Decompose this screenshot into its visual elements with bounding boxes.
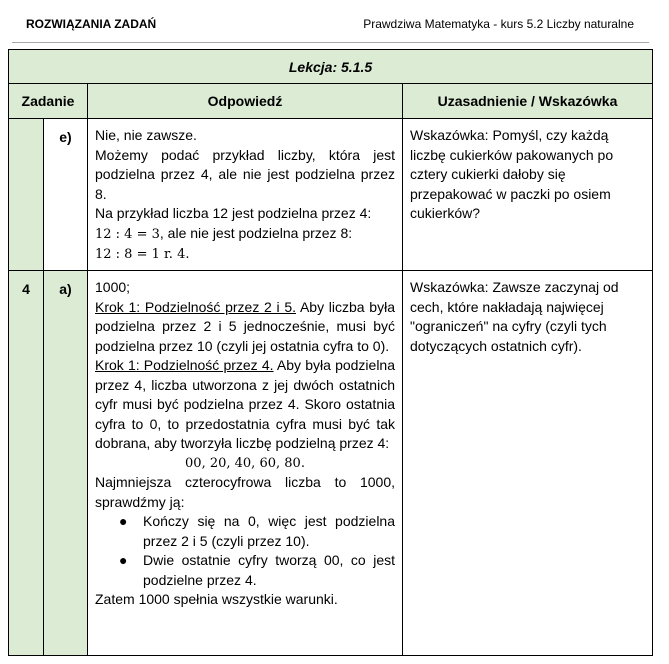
- list-item-text: Kończy się na 0, więc jest podzielna przez 2 i 5 (czyli przez 10).: [143, 513, 395, 549]
- step-text: Aby była podzielna przez 4, liczba utworzona z jej dwóch ostatnich cyfr musi być podzielna przez 4. Skoro ostatnia cyfra to 0, to przedostatnia cyfra musi być tak dobrana, aby tworzyła liczbę podzielną przez 4:: [95, 357, 396, 451]
- answer-text: Zatem 1000 spełnia wszystkie warunki.: [95, 591, 338, 607]
- bullet-icon: ●: [119, 513, 128, 529]
- task-number: 4: [9, 271, 44, 656]
- page-header: [0, 0, 669, 44]
- step-label: Krok 1: Podzielność przez 4.: [95, 357, 274, 373]
- subtask-letter: a): [44, 271, 88, 656]
- answer-step: [95, 356, 395, 454]
- answer-text: Najmniejsza czterocyfrowa liczba to 1000, sprawdźmy ją:: [95, 474, 395, 510]
- math-expression: 00, 20, 40, 60, 80: [185, 455, 301, 471]
- list-item: [119, 551, 395, 590]
- task-number: [9, 119, 44, 271]
- math-line: [95, 454, 395, 474]
- answer-line: [95, 224, 395, 245]
- answer-text: Na przykład liczba 12 jest podzielna przez 4:: [95, 205, 372, 221]
- header-divider: [12, 42, 649, 43]
- column-header-task: Zadanie: [9, 84, 88, 119]
- column-header-answer: Odpowiedź: [88, 84, 403, 119]
- hint-cell: Wskazówka: Pomyśl, czy każdą liczbę cukierków pakowanych po cztery cukierki dałoby się przepakować w paczki po osiem cukierków?: [403, 119, 653, 271]
- answer-text: Nie, nie zawsze.: [95, 127, 197, 143]
- solutions-table: [8, 49, 653, 656]
- answer-step: [95, 298, 395, 357]
- header-left-title: ROZWIĄZANIA ZADAŃ: [26, 17, 157, 31]
- bullet-icon: ●: [119, 552, 128, 568]
- step-text: Aby liczba była podzielna przez 2 i 5 jednocześnie, musi być podzielna przez 10 (czyli jej ostatnia cyfra to 0).: [95, 298, 395, 354]
- answer-line: [95, 244, 395, 265]
- step-label: Krok 1: Podzielność przez 2 i 5.: [95, 298, 297, 315]
- table-row: [9, 119, 653, 271]
- answer-cell: [88, 119, 403, 271]
- answer-text: Możemy podać przykład liczby, która jest podzielna przez 4, ale nie jest podzielna przez 8.: [95, 146, 395, 202]
- table-row: [9, 271, 653, 656]
- answer-text: 1000;: [95, 279, 131, 295]
- hint-cell: Wskazówka: Zawsze zaczynaj od cech, które nakładają najwięcej "ograniczeń" na cyfry (czyli tych dotyczących ostatnich cyfr).: [403, 271, 653, 656]
- answer-text: , ale nie jest podzielna przez 8:: [159, 224, 353, 241]
- math-expression: 12 : 4 = 3: [95, 226, 160, 242]
- lesson-title: Lekcja: 5.1.5: [9, 50, 653, 84]
- answer-cell: [88, 271, 403, 656]
- list-item-text: Dwie ostatnie cyfry tworzą 00, co jest podzielne przez 4.: [143, 552, 395, 588]
- subtask-letter: e): [44, 119, 88, 271]
- check-list: [95, 512, 395, 590]
- list-item: [119, 512, 395, 551]
- column-header-hint: Uzasadnienie / Wskazówka: [403, 84, 653, 119]
- header-course-title: Prawdziwa Matematyka - kurs 5.2 Liczby naturalne: [363, 17, 634, 31]
- math-period: .: [300, 455, 305, 471]
- math-expression: 12 : 8 = 1 r. 4: [95, 247, 186, 262]
- math-period: .: [185, 247, 190, 262]
